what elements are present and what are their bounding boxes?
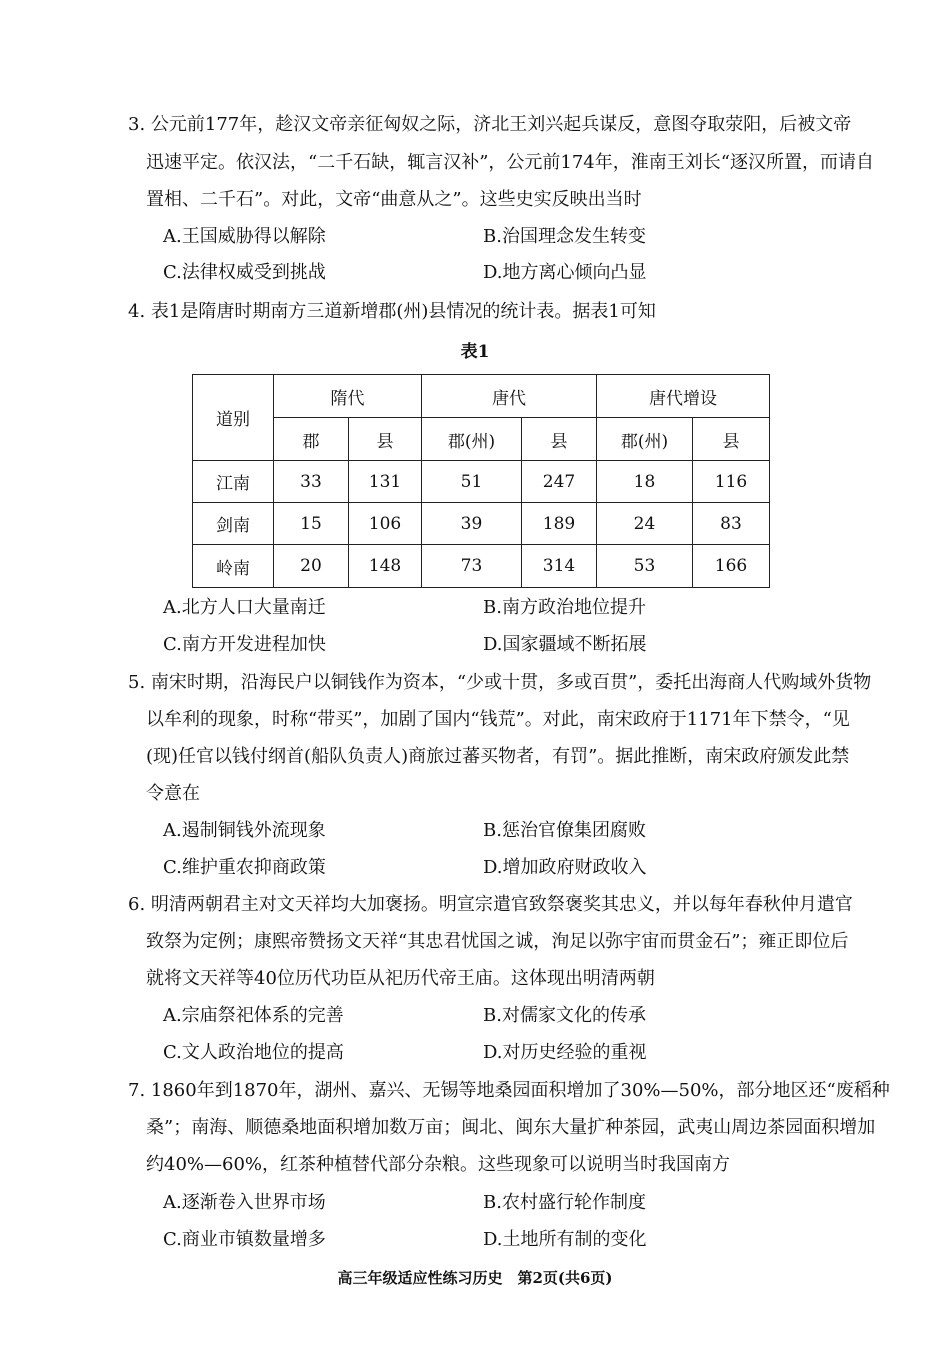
q6-option-b: B.对儒家文化的传承 xyxy=(483,1005,646,1026)
table-group-header: 唐代增设 xyxy=(597,375,770,418)
q5-option-c: C.维护重农抑商政策 xyxy=(163,857,326,878)
q3-option-b: B.治国理念发生转变 xyxy=(483,226,646,247)
q6-option-c: C.文人政治地位的提高 xyxy=(163,1042,344,1063)
statistics-table xyxy=(192,374,770,588)
table-subheader: 县 xyxy=(693,418,770,461)
table-subheader: 县 xyxy=(522,418,597,461)
table-group-header: 唐代 xyxy=(422,375,597,418)
q3-option-a: A.王国威胁得以解除 xyxy=(163,226,326,247)
q3-option-c: C.法律权威受到挑战 xyxy=(163,262,326,283)
table-cell: 189 xyxy=(522,503,597,545)
table-cell: 53 xyxy=(597,545,693,588)
table-cell: 314 xyxy=(522,545,597,588)
table-caption: 表1 xyxy=(460,342,490,362)
table-row xyxy=(193,461,770,503)
table-cell: 83 xyxy=(693,503,770,545)
q7-option-a: A.逐渐卷入世界市场 xyxy=(163,1192,326,1213)
table-cell: 15 xyxy=(274,503,349,545)
table-cell: 39 xyxy=(422,503,522,545)
table-cell: 51 xyxy=(422,461,522,503)
q4-option-c: C.南方开发进程加快 xyxy=(163,634,326,655)
q5-line-3: (现)任官以钱付纲首(船队负责人)商旅过蕃买物者，有罚”。据此推断，南宋政府颁发此禁 xyxy=(146,746,850,767)
q4-line-1: 4. 表1是隋唐时期南方三道新增郡(州)县情况的统计表。据表1可知 xyxy=(128,301,656,322)
table-cell: 20 xyxy=(274,545,349,588)
q7-line-2: 桑”；南海、顺德桑地面积增加数万亩；闽北、闽东大量扩种茶园，武夷山周边茶园面积增加 xyxy=(146,1117,876,1138)
table-row-label: 剑南 xyxy=(193,503,274,545)
q3-line-2: 迅速平定。依汉法，“二千石缺，辄言汉补”，公元前174年，淮南王刘长“逐汉所置，而请自 xyxy=(146,152,874,173)
q7-line-1: 7. 1860年到1870年，湖州、嘉兴、无锡等地桑园面积增加了30%—50%，部分地区还“废稻种 xyxy=(128,1080,890,1101)
q5-line-2: 以牟利的现象，时称“带买”，加剧了国内“钱荒”。对此，南宋政府于1171年下禁令，“见 xyxy=(146,709,850,730)
table-cell: 148 xyxy=(349,545,422,588)
table-group-header: 隋代 xyxy=(274,375,422,418)
table-cell: 24 xyxy=(597,503,693,545)
q6-option-d: D.对历史经验的重视 xyxy=(483,1042,647,1063)
q4-option-d: D.国家疆域不断拓展 xyxy=(483,634,647,655)
table-subheader: 郡(州) xyxy=(422,418,522,461)
q7-option-b: B.农村盛行轮作制度 xyxy=(483,1192,646,1213)
q5-line-1: 5. 南宋时期，沿海民户以铜钱作为资本，“少或十贯，多或百贯”，委托出海商人代购域外货物 xyxy=(128,672,872,693)
q3-option-d: D.地方离心倾向凸显 xyxy=(483,262,647,283)
table-cell: 166 xyxy=(693,545,770,588)
q5-option-b: B.惩治官僚集团腐败 xyxy=(483,820,646,841)
q6-line-3: 就将文天祥等40位历代功臣从祀历代帝王庙。这体现出明清两朝 xyxy=(146,968,655,989)
q7-line-3: 约40%—60%，红茶种植替代部分杂粮。这些现象可以说明当时我国南方 xyxy=(146,1154,731,1175)
table-cell: 73 xyxy=(422,545,522,588)
q5-option-a: A.遏制铜钱外流现象 xyxy=(163,820,326,841)
q6-option-a: A.宗庙祭祀体系的完善 xyxy=(163,1005,344,1026)
table-cell: 247 xyxy=(522,461,597,503)
q4-option-a: A.北方人口大量南迁 xyxy=(163,597,326,618)
q6-line-2: 致祭为定例；康熙帝赞扬文天祥“其忠君忧国之诚，洵足以弥宇宙而贯金石”；雍正即位后 xyxy=(146,931,849,952)
table-cell: 18 xyxy=(597,461,693,503)
q3-line-3: 置相、二千石”。对此，文帝“曲意从之”。这些史实反映出当时 xyxy=(146,189,642,210)
table-row xyxy=(193,503,770,545)
table-subheader: 郡 xyxy=(274,418,349,461)
q5-line-4: 令意在 xyxy=(146,783,200,804)
table-cell: 106 xyxy=(349,503,422,545)
table-row-label: 岭南 xyxy=(193,545,274,588)
table-cell: 33 xyxy=(274,461,349,503)
table-cell: 131 xyxy=(349,461,422,503)
q7-option-d: D.土地所有制的变化 xyxy=(483,1229,647,1250)
page-footer: 高三年级适应性练习历史 第2页(共6页) xyxy=(337,1269,613,1287)
q6-line-1: 6. 明清两朝君主对文天祥均大加褒扬。明宣宗遣官致祭褒奖其忠义，并以每年春秋仲月遣官 xyxy=(128,894,853,915)
table-subheader: 县 xyxy=(349,418,422,461)
table-corner-header: 道别 xyxy=(193,375,274,461)
table-cell: 116 xyxy=(693,461,770,503)
q4-option-b: B.南方政治地位提升 xyxy=(483,597,646,618)
table-row xyxy=(193,545,770,588)
table-row-label: 江南 xyxy=(193,461,274,503)
q3-line-1: 3. 公元前177年，趁汉文帝亲征匈奴之际，济北王刘兴起兵谋反，意图夺取荥阳，后被文帝 xyxy=(128,114,852,135)
table-subheader: 郡(州) xyxy=(597,418,693,461)
q5-option-d: D.增加政府财政收入 xyxy=(483,857,647,878)
q7-option-c: C.商业市镇数量增多 xyxy=(163,1229,326,1250)
